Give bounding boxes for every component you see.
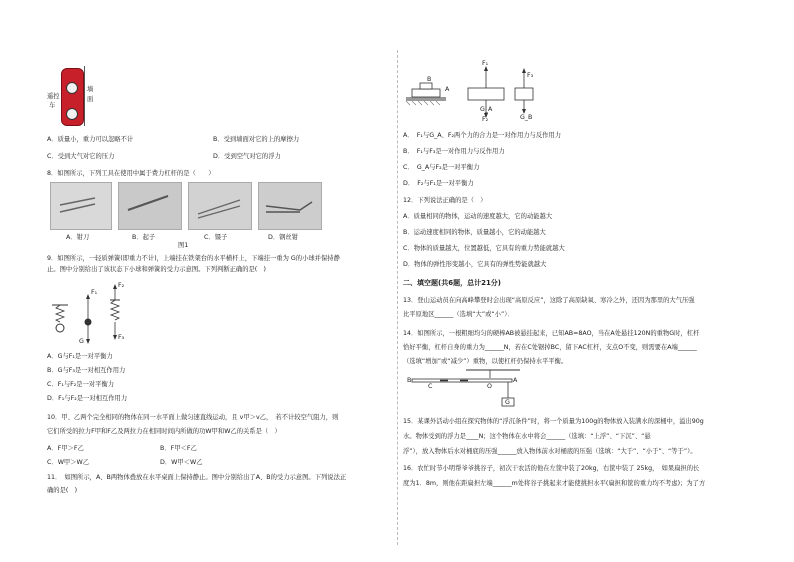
- q10-stem-line2: 它们所受的拉力F甲和F乙及两拉力在相同时间内所做的功W甲和W乙的关系是（ ）: [47, 428, 281, 435]
- lever-label-b: B: [407, 377, 412, 384]
- q15-line1: 15．某课外活动小组在探究物体的“浮沉条件”时，将一个质量为100g的物体放入装满水的深桶中，溢出90g: [403, 418, 704, 425]
- q14-line2: 恰好平衡，杠杆自身的重力为______N，若在C处锯掉BC，留下AC杠杆，支点O不变，则需要在A端______: [403, 344, 697, 351]
- q11-option-c: C． G_A与F₂是一对平衡力: [403, 164, 480, 171]
- wall-label-2: 面: [87, 96, 94, 103]
- q12-option-b: B．运动速度相同的物体，质量越小，它的动能越大: [403, 229, 546, 236]
- q9-label-g: G: [79, 338, 84, 345]
- q9-stem-line2: 止。图中分别给出了该状态下小球和弹簧的受力示意图。下列判断正确的是( ): [47, 266, 267, 273]
- q10-option-a: A．F甲＞F乙: [47, 445, 84, 452]
- lever-label-c: C: [428, 383, 433, 390]
- q10-option-b: B．F甲＜F乙: [160, 445, 197, 452]
- q14-line1: 14．如图所示，一根粗细均匀的硬棒AB被悬挂起来，已知AB=8AO，当在A处悬挂120N的重物G时，杠杆: [403, 330, 700, 337]
- q8-caption-a: A．钳刀: [66, 234, 90, 241]
- q7-option-c: C．受到大气对它的压力: [47, 153, 115, 160]
- q9-label-f2: F₂: [118, 282, 125, 289]
- q14-line3: （选填“增加”或“减少”）重物，以使杠杆仍保持水平平衡。: [403, 358, 568, 365]
- lever-label-o: O: [487, 383, 492, 390]
- q11-stem-line2: 确的是( ): [47, 487, 78, 494]
- q11-option-b: B． F₁与F₃是一对作用力与反作用力: [403, 148, 505, 155]
- fig-label-f2: F₂: [482, 116, 489, 123]
- q12-option-d: D．物体的弹性形变越小，它具有的弹性势能就越大: [403, 261, 547, 268]
- fig-label-ga: G_A: [480, 106, 493, 113]
- fig-block-b: B: [427, 76, 432, 83]
- q12-option-a: A．质量相同的物体，运动的速度越大，它的动能越大: [403, 213, 553, 220]
- q9-label-f3: F₃: [118, 334, 125, 341]
- fig-label-f1: F₁: [482, 60, 489, 67]
- q10-option-c: C．W甲＞W乙: [47, 459, 90, 466]
- q7-option-d: D．受到空气对它的浮力: [213, 153, 281, 160]
- q8-caption-c: C．镊子: [204, 234, 228, 241]
- q13-line2: 比平原地区______（选填“大”或“小”）．: [403, 311, 514, 318]
- q8-caption-d: D．钢丝钳: [268, 234, 299, 241]
- lever-label-g: G: [505, 399, 510, 406]
- lever-label-a: A: [513, 377, 518, 384]
- q12-option-c: C．物体的质量越大，位置越低，它具有的重力势能就越大: [403, 245, 565, 252]
- q8-caption-b: B．起子: [132, 234, 156, 241]
- q7-option-b: B．受到墙面对它的上的摩擦力: [213, 136, 300, 143]
- q9-option-c: C．F₁与F₂是一对平衡力: [47, 381, 115, 388]
- fig-block-a: A: [445, 86, 450, 93]
- q15-line3: 浮”），放入物体后水对桶底的压强______放入物体前水对桶底的压强（选填：“大于”、“小于”、“等于”）。: [403, 448, 697, 455]
- q9-stem-line1: 9．如图所示，一轻质弹簧(即重力不计)，上端挂在铁架台的水平横杆上，下端挂一重为 G的小球并保持静: [47, 255, 340, 262]
- car-label-1: 遥控: [47, 93, 60, 100]
- q7-option-a: A．质量小，重力可以忽略不计: [47, 136, 134, 143]
- q16-line2: 度为1．8m，则他在距扁担左端______m处将谷子挑起来才能使挑担水平(扁担和筐的重力均不考虑)；为了方: [403, 480, 706, 487]
- q16-line1: 16．农忙时节小明帮爷爷挑谷子，初次干农活的他在左筐中装了20kg，右筐中装了 25kg， 如果扁担的长: [403, 465, 700, 472]
- q12-stem: 12．下列说法正确的是（ ）: [403, 197, 487, 204]
- q11-option-a: A． F₁与G_A、F₂两个力的合力是一对作用力与反作用力: [403, 132, 562, 139]
- q11-stem-line1: 11． 如图所示，A、B两物体叠放在水平桌面上保持静止。图中分别给出了A、B的受力示意图。下列说法正: [47, 474, 347, 481]
- q9-option-b: B．G与F₃是一对相互作用力: [47, 367, 126, 374]
- q8-stem: 8．如图所示，下列工具在使用中属于费力杠杆的是（ ）: [47, 170, 215, 177]
- wall-label-1: 墙: [87, 86, 94, 93]
- q15-line2: 水。物体受到的浮力是____N；这个物体在水中将会______（选填：“上浮”、“下沉”、“悬: [403, 433, 651, 440]
- q11-option-d: D． F₂与F₁是一对平衡力: [403, 180, 474, 187]
- q9-option-d: D．F₁与F₂是一对相互作用力: [47, 395, 128, 402]
- q10-option-d: D．W甲＜W乙: [160, 459, 203, 466]
- q10-stem-line1: 10．甲、乙两个完全相同的物体在同一水平面上做匀速直线运动，且 v甲＞v乙， 若不计较空气阻力，则: [47, 414, 339, 421]
- q9-label-f1: F₁: [91, 289, 98, 296]
- section-heading-fill-in: 二、填空题(共6题，总计21分): [403, 279, 502, 287]
- q9-option-a: A．G与F₁是一对平衡力: [47, 353, 113, 360]
- fig-label-gb: G_B: [520, 114, 533, 121]
- q8-figure-label: 图1: [178, 242, 189, 249]
- fig-label-f3: F₃: [527, 72, 534, 79]
- car-label-2: 车: [49, 102, 56, 109]
- q13-line1: 13．登山运动员在向高峰攀登时会出现“高原反应”，这除了高原缺氧、寒冷之外，还因为那里的大气压强: [403, 297, 695, 304]
